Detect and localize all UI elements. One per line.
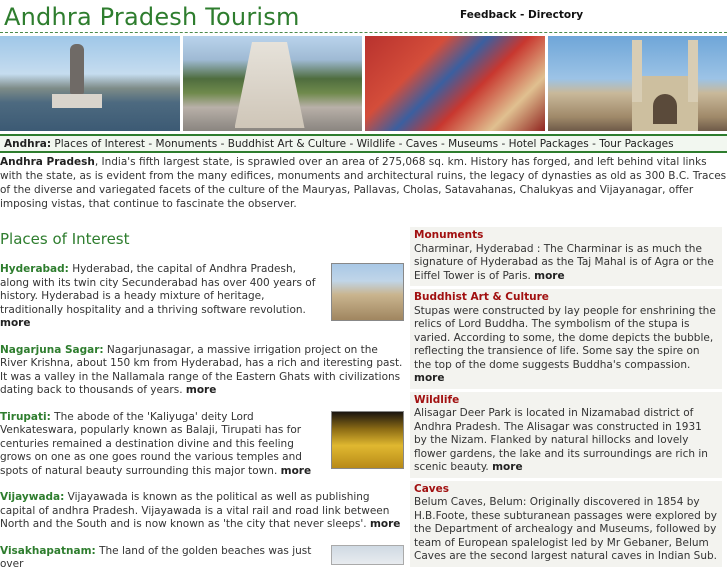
place-hyderabad <box>0 263 404 331</box>
gopuram-shape <box>235 42 305 128</box>
intro-bold: Andhra Pradesh <box>0 156 95 168</box>
more-link[interactable]: more <box>186 384 216 396</box>
place-title: Tirupati: <box>0 411 51 423</box>
nav-hotel-packages[interactable]: Hotel Packages <box>509 138 589 150</box>
buddha-statue-image <box>0 36 180 131</box>
place-nagarjuna-sagar <box>0 344 404 398</box>
sidebar-buddhist-art <box>410 289 722 389</box>
sidebar-title[interactable]: Monuments <box>414 229 718 243</box>
sidebar-text: Charminar, Hyderabad : The Charminar is as much the signature of Hyderabad as the Taj Mahal is of Agra or the Eiffel Tower is of Paris. <box>414 243 714 282</box>
sidebar-title[interactable]: Caves <box>414 483 718 497</box>
nav-sep: - <box>217 138 227 150</box>
nav-sep: - <box>438 138 448 150</box>
more-link[interactable]: more <box>0 317 30 329</box>
charminar-image <box>548 36 727 131</box>
sidebar-text: Alisagar Deer Park is located in Nizamabad district of Andhra Pradesh. The Alisagar was constructed in 1931 by the Nizam. Flanked by natural hillocks and lovely flower gardens, the lake and its surroundings are rich in scenic beauty. <box>414 407 708 473</box>
tirupati-temple-image <box>183 36 363 131</box>
sidebar-text: Stupas were constructed by lay people for enshrining the relics of Lord Buddha. The symbolism of the stupa is varied. According to some, the dome depicts the bubble, reflecting the transience of life. Some say the spire on the top of the dome suggests Buddha's compassion. <box>414 305 716 371</box>
more-link[interactable]: more <box>370 518 400 530</box>
sidebar-title[interactable]: Wildlife <box>414 394 718 408</box>
charminar-minaret-right <box>688 40 698 102</box>
sidebar <box>410 227 722 570</box>
places-heading: Places of Interest <box>0 230 130 248</box>
place-visakhapatnam <box>0 545 404 572</box>
charminar-minaret-left <box>632 40 642 102</box>
nav-caves[interactable]: Caves <box>406 138 438 150</box>
buddhist-mural-image <box>365 36 545 131</box>
hyderabad-thumbnail[interactable] <box>331 263 404 321</box>
visakhapatnam-thumbnail[interactable] <box>331 545 404 565</box>
sidebar-title[interactable]: Buddhist Art & Culture <box>414 291 718 305</box>
sidebar-text: Belum Caves, Belum: Originally discovered in 1854 by H.B.Foote, these subturanean passages were explored by the Department of archealogy and Museums, followed by team of European spalelogist led by Mr Gebaner, Belum Caves are the second largest natural caves in Indian Sub. <box>414 496 717 562</box>
place-text: Hyderabad, the capital of Andhra Pradesh, along with its twin city Secunderabad has over 400 years of history. Hyderabad is a heady mixture of heritage, traditionally hospitality and a thriving software revolution. <box>0 263 315 316</box>
statue-shape <box>70 44 84 94</box>
nav-lead: Andhra: <box>4 138 51 150</box>
place-text: Vijayawada is known as the political as well as publishing capital of andhra Pradesh. Vijayawada is a vital rail and road link between North and the South and is now known as 'the city that never sleeps'. <box>0 491 389 530</box>
places-list <box>0 263 404 585</box>
place-tirupati <box>0 411 404 479</box>
top-links-separator: - <box>516 9 528 21</box>
nav-monuments[interactable]: Monuments <box>156 138 218 150</box>
section-nav <box>0 134 727 153</box>
sidebar-monuments <box>410 227 722 286</box>
nav-sep: - <box>346 138 356 150</box>
statue-base-shape <box>52 94 102 108</box>
intro-text: , India's fifth largest state, is sprawled over an area of 275,068 sq. km. History has forged, and left behind vital links with the state, as is evident from the many edifices, monuments and architectural ruins, the legacy of dynasties as old as 300 B.C. Traces of the diverse and variegated facets of the culture of the Mauryas, Pallavas, Cholas, Satavahanas, Chalukyas and Vijayanagar, offer imposing vistas, that continue to fascinate the observer. <box>0 156 726 210</box>
nav-places-of-interest[interactable]: Places of Interest <box>54 138 145 150</box>
place-text: Nagarjunasagar, a massive irrigation project on the River Krishna, about 150 km from Hyderabad, has a rich and iteresting past. It was a valley in the Nallamala range of the Eastern Ghats with civilizations dating back to thousands of years. <box>0 344 402 397</box>
nav-museums[interactable]: Museums <box>448 138 498 150</box>
tirupati-thumbnail[interactable] <box>331 411 404 469</box>
more-link[interactable]: more <box>281 465 311 477</box>
place-title: Nagarjuna Sagar: <box>0 344 104 356</box>
feedback-link[interactable]: Feedback <box>460 9 516 21</box>
nav-sep: - <box>498 138 508 150</box>
top-links <box>460 9 583 21</box>
sidebar-wildlife <box>410 392 722 478</box>
more-link[interactable]: more <box>414 372 444 384</box>
nav-sep: - <box>589 138 599 150</box>
charminar-arch-shape <box>653 94 677 124</box>
banner <box>0 36 727 131</box>
more-link[interactable]: more <box>492 461 522 473</box>
place-text: The land of the golden beaches was just over <box>0 545 311 571</box>
place-title: Visakhapatnam: <box>0 545 96 557</box>
nav-sep: - <box>395 138 405 150</box>
place-title: Vijaywada: <box>0 491 64 503</box>
nav-buddhist-art[interactable]: Buddhist Art & Culture <box>228 138 346 150</box>
more-link[interactable]: more <box>534 270 564 282</box>
nav-sep: - <box>145 138 155 150</box>
nav-tour-packages[interactable]: Tour Packages <box>599 138 673 150</box>
sidebar-caves <box>410 481 722 567</box>
intro-paragraph <box>0 155 727 211</box>
place-text: The abode of the 'Kaliyuga' deity Lord Venkateswara, popularly known as Balaji, Tirupati has for centuries remained a destination divine and this feeling grows on one as one goes round the various temples and spots of natural beauty surrounding this major town. <box>0 411 302 477</box>
place-vijayawada <box>0 491 404 532</box>
header-divider <box>0 32 727 33</box>
nav-wildlife[interactable]: Wildlife <box>357 138 396 150</box>
header <box>0 0 727 34</box>
place-title: Hyderabad: <box>0 263 69 275</box>
site-logo[interactable]: Andhra Pradesh Tourism <box>4 3 300 31</box>
directory-link[interactable]: Directory <box>528 9 583 21</box>
